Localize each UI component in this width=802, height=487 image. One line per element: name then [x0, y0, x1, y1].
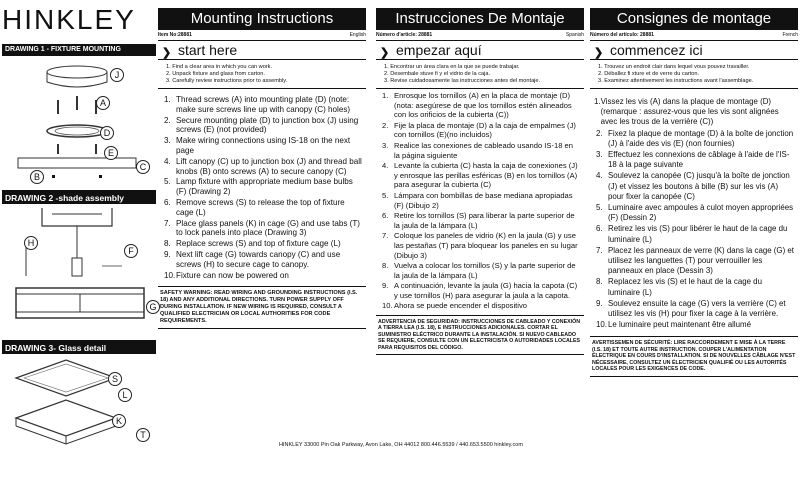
glass-detail-drawing — [2, 358, 152, 448]
part-b-label: B — [30, 170, 44, 184]
list-item: 2. Fije la placa de montaje (D) a la caja de empalmes (J) con tornillos (E)(no incluidos) — [382, 120, 576, 140]
list-item: 3. Effectuez les connexions de câblage à l'aide de l'IS-18 à la page suivante — [596, 150, 790, 170]
list-item: 5. Luminaire avec ampoules à culot moyen appropriées (F) (Dessin 2) — [596, 203, 794, 223]
spanish-steps — [376, 89, 584, 311]
english-lang: English — [349, 32, 366, 38]
list-item: 3. Realice las conexiones de cableado usando IS-18 en la página siguiente — [382, 140, 573, 160]
drawing-3-title: DRAWING 3- Glass detail — [2, 340, 156, 354]
part-j-label: J — [110, 68, 124, 82]
list-item: 8. Replacez les vis (S) et le haut de la cage du luminaire (L) — [596, 277, 762, 297]
part-l-label: L — [118, 388, 132, 402]
spanish-prep: 1. Encontrar un área clara en la que se puede trabajar. 2. Desembale stuve fi y el vidrio de la caja. 3. Revise cuidadosamente las instrucciones antes del montaje. — [376, 60, 584, 89]
part-c-label: C — [136, 160, 150, 174]
french-prep: 1. Trouvez un endroit clair dans lequel vous pouvez travailler. 2. Déballez fi xture et de verre du carton. 3. Examinez attentivement les instructions avant l'assemblage. — [590, 60, 798, 89]
list-item: 7. Coloque los paneles de vidrio (K) en la jaula (G) y use las pestañas (T) para bloquear los paneles en su lugar (Dibujo 3) — [382, 231, 578, 260]
list-item: 6. Retire los tornillos (S) para liberar la parte superior de la jaula de la lámpara (L) — [382, 211, 575, 230]
spanish-title: Instrucciones De Montaje — [376, 8, 584, 30]
spanish-safety-warning: ADVERTENCIA DE SEGURIDAD: INSTRUCCIONES DE CABLEADO Y CONEXIÓN A TIERRA LEA (I.S. 18), E INSTRUCCIONES ADICIONALES. CORTAR EL SUMINISTRO ELÉCTRICO DURANTE LA INSTALACIÓN. SI NUEVO CABLEADO SE REQUIERE, CONSULTE CON UN ELECTRICISTA O AUTORIDADES LOCALES PARA REQUISITOS DEL CÓDIGO. — [376, 315, 584, 355]
list-item: 10. Fixture can now be powered on — [164, 270, 289, 280]
list-item: 1. Thread screws (A) into mounting plate (D) (note: make sure screws line up with canopy (C) holes) — [164, 95, 351, 114]
list-item: 4. Lift canopy (C) up to junction box (J) and thread ball knobs (B) onto screws (A) to secure canopy (C) — [164, 156, 362, 176]
french-lang: French — [782, 32, 798, 38]
part-a-label: A — [96, 96, 110, 110]
list-item: 7. Place glass panels (K) in cage (G) and use tabs (T) to lock panels into place (Drawing 3) — [164, 218, 360, 238]
brand-logo: HINKLEY — [2, 4, 136, 35]
list-item: 10. Ahora se puede encender el dispositivo — [382, 301, 527, 311]
list-item: 5. Lámpara con bombillas de base mediana apropiadas (F) (Dibujo 2) — [382, 190, 573, 210]
list-item: 7. Placez les panneaux de verre (K) dans la cage (G) et utilisez les languettes (T) pour verrouiller les panneaux en place (Dessin 3) — [596, 245, 794, 276]
part-e-label: E — [104, 146, 118, 160]
list-item: 8. Replace screws (S) and top of fixture cage (L) — [164, 239, 341, 249]
chevron-down-icon: ❯ — [380, 47, 390, 59]
english-steps — [158, 89, 366, 280]
french-steps — [590, 89, 798, 330]
spanish-column — [376, 8, 584, 355]
english-prep: 1. Find a clear area in which you can work. 2. Unpack fixture and glass from carton. 3. Carefully review instructions prior to assembly. — [158, 60, 366, 89]
chevron-down-icon: ❯ — [162, 47, 172, 59]
part-k-label: K — [112, 414, 126, 428]
drawing-1-title: DRAWING 1 - FIXTURE MOUNTING — [2, 44, 156, 56]
french-column — [590, 8, 798, 377]
part-s-label: S — [108, 372, 122, 386]
english-column — [158, 8, 366, 329]
list-item: 5. Lamp fixture with appropriate medium base bulbs (F) (Drawing 2) — [164, 177, 353, 197]
spanish-item-no: Número d'article: 28881 — [376, 32, 433, 38]
list-item: 10. Le luminaire peut maintenant être allumé — [596, 320, 751, 330]
english-safety-warning: SAFETY WARNING: READ WIRING AND GROUNDING INSTRUCTIONS (I.S. 18) AND ANY ADDITIONAL DIRECTIONS. TURN POWER SUPPLY OFF DURING INSTALLATION. IF NEW WIRING IS REQUIRED, CONSULT A QUALIFIED ELECTRICIAN OR LOCAL AUTHORITIES FOR CODE REQUIREMENTS. — [158, 286, 366, 329]
drawing-2-title: DRAWING 2 -shade assembly — [2, 190, 156, 204]
english-item-no: Item No:28881 — [158, 32, 192, 38]
list-item: 6. Remove screws (S) to release the top of fixture cage (L) — [164, 197, 345, 217]
part-g-label: G — [146, 300, 160, 314]
list-item: 3. Make wiring connections using IS-18 on the next page — [164, 136, 351, 155]
french-safety-warning: AVERTISSEMEN DE SÉCURITÉ: LIRE RACCORDEMENT E MISE À LA TERRE (I.S. 18) ET TOUTE AUTRE INSTRUCTION. COUPER L'ALIMENTATION ÉLECTRIQUE EN COURS D'INSTALLATION. SI DE NOUVELLES CÂBLAGE N'EST NÉCESSAIRE, CONSULTEZ UN ÉLECTRICIEN QUALIFIÉ OU LES AUTORITÉS LOCALES POUR LES EXIGENCES DE CODE. — [590, 336, 798, 376]
part-t-label: T — [136, 428, 150, 442]
part-h-label: H — [24, 236, 38, 250]
list-item: 4. Soulevez la canopée (C) jusqu'à la boîte de jonction (J) et vissez les boutons à bille (B) sur les vis (A) pour fixer la canopée (C) — [596, 171, 790, 201]
list-item: 9. Soulevez ensuite la cage (G) vers la verrière (C) et utilisez les vis (H) pour fixer la cage à la verrière. — [596, 298, 786, 319]
list-item: 8. Vuelva a colocar los tornillos (S) y la parte superior de la jaula de la lámpara (L) — [382, 261, 576, 280]
spanish-start-here: ❯ empezar aquí — [376, 40, 584, 60]
list-item: 2. Secure mounting plate (D) to junction box (J) using screws (E) (not provided) — [164, 115, 359, 135]
list-item: 6. Retirez les vis (S) pour libérer le haut de la cage du luminaire (L) — [596, 224, 788, 244]
french-item-no: Número del artículo: 28881 — [590, 32, 654, 38]
list-item: 9. A continuación, levante la jaula (G) hacia la capota (C) y use tornillos (H) para asegurar la jaula a la capota. — [382, 281, 578, 300]
fixture-mounting-drawing — [2, 58, 152, 188]
chevron-down-icon: ❯ — [594, 47, 604, 59]
list-item: 2. Fixez la plaque de montage (D) à la boîte de jonction (J) à l'aide des vis (E) (non fournies) — [596, 128, 794, 148]
list-item: 4. Levante la cubierta (C) hasta la caja de conexiones (J) y enrosque las perillas esféricas (B) en los tornillos (A) para asegurar la cubierta (C) — [382, 161, 578, 190]
shade-assembly-drawing — [2, 206, 156, 336]
list-item: 9. Next lift cage (G) towards canopy (C) and use screws (H) to secure cage to canopy. — [164, 249, 341, 269]
part-d-label: D — [100, 126, 114, 140]
english-title: Mounting Instructions — [158, 8, 366, 30]
list-item: 1. Enrosque los tornillos (A) en la placa de montaje (D) (nota: asegúrese de que los tornillos estén alineados con los orificios de la cubierta (C)) — [382, 91, 572, 120]
french-start-here: ❯ commencez ici — [590, 40, 798, 60]
list-item: 1. Vissez les vis (A) dans la plaque de montage (D) (remarque : assurez-vous que les vis sont alignées avec les trous de la verrière (C)) — [594, 97, 779, 127]
french-title: Consignes de montage — [590, 8, 798, 30]
footer: HINKLEY 33000 Pin Oak Parkway, Avon Lake, OH 44012 800.446.5539 / 440.653.5500 hinkley.com — [279, 442, 523, 448]
spanish-lang: Spanish — [565, 32, 584, 38]
english-start-here: ❯ start here — [158, 40, 366, 60]
part-f-label: F — [124, 244, 138, 258]
